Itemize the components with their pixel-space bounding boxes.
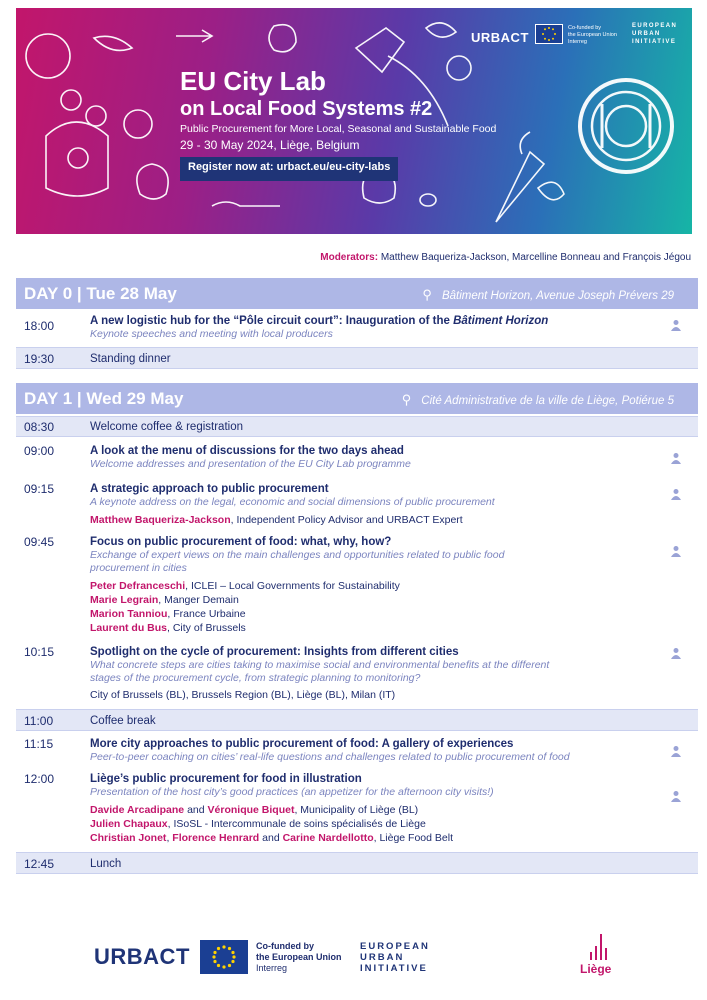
speaker-line bbox=[90, 803, 650, 817]
speaker-line bbox=[90, 607, 650, 621]
item-title: A look at the menu of discussions for the two days ahead bbox=[90, 445, 404, 457]
item-desc-line2: procurement in cities bbox=[90, 562, 187, 574]
banner-subtitle: Public Procurement for More Local, Seasonal and Sustainable Food bbox=[180, 123, 497, 135]
item-time: 19:30 bbox=[24, 352, 55, 366]
speaker-name: Marion Tanniou bbox=[90, 608, 168, 620]
eu-line2: the European Union bbox=[568, 32, 617, 38]
moderators-names: Matthew Baqueriza-Jackson, Marcelline Bonneau and François Jégou bbox=[380, 252, 691, 263]
item-content bbox=[90, 314, 650, 341]
item-content bbox=[90, 482, 650, 527]
item-title: Liège’s public procurement for food in illustration bbox=[90, 773, 362, 785]
day1-location-text: Cité Administrative de la ville de Liège, Potiérue 5 bbox=[421, 395, 674, 407]
speaker-name: Véronique Biquet bbox=[207, 804, 295, 816]
speaker-separator: , bbox=[166, 832, 173, 844]
agenda-item bbox=[16, 852, 698, 874]
banner-title-line1: EU City Lab bbox=[180, 66, 326, 96]
item-time: 09:00 bbox=[24, 444, 55, 458]
item-time: 09:45 bbox=[24, 535, 55, 549]
item-content bbox=[90, 444, 650, 471]
person-icon bbox=[670, 647, 682, 659]
speaker-affiliation: , Municipality of Liège (BL) bbox=[294, 804, 419, 816]
speaker-affiliation: , ISoSL - Intercommunale de soins spécialisés de Liège bbox=[167, 818, 426, 830]
item-time: 11:00 bbox=[24, 714, 54, 728]
day1-location bbox=[402, 392, 674, 408]
agenda-item bbox=[16, 645, 698, 707]
item-desc-line1: Exchange of expert views on the main challenges and opportunities related to public food bbox=[90, 549, 505, 561]
item-time: 10:15 bbox=[24, 645, 55, 659]
eu-line3: Interreg bbox=[568, 39, 587, 45]
speaker-line bbox=[90, 579, 650, 593]
item-time: 08:30 bbox=[24, 420, 55, 434]
day0-location bbox=[422, 287, 674, 303]
speaker-affiliation: , City of Brussels bbox=[167, 622, 246, 634]
item-title: Coffee break bbox=[90, 715, 156, 727]
agenda-item bbox=[16, 444, 698, 474]
item-title: Focus on public procurement of food: what, why, how? bbox=[90, 536, 392, 548]
speaker-affiliation: , Manger Demain bbox=[158, 594, 239, 606]
item-desc: Keynote speeches and meeting with local producers bbox=[90, 328, 333, 340]
footer-liege-logo: Liège bbox=[580, 962, 612, 976]
speaker-line bbox=[90, 593, 650, 607]
footer-eui-logo bbox=[360, 941, 430, 974]
item-title-em: Bâtiment Horizon bbox=[453, 315, 549, 327]
item-time: 11:15 bbox=[24, 737, 54, 751]
day1-title: DAY 1 | Wed 29 May bbox=[24, 389, 184, 408]
eu-line1: Co-funded by bbox=[568, 25, 602, 31]
speaker-name: Matthew Baqueriza-Jackson bbox=[90, 514, 231, 526]
speaker-name: Peter Defranceschi bbox=[90, 580, 186, 592]
footer-eu-line2: the European Union bbox=[256, 952, 342, 962]
speaker-affiliation: , ICLEI – Local Governments for Sustainability bbox=[185, 580, 400, 592]
urbact-logo: URBACT bbox=[471, 30, 529, 45]
agenda-item bbox=[16, 416, 698, 437]
eu-cofunded-text bbox=[568, 25, 617, 46]
moderators-label: Moderators: bbox=[320, 252, 379, 263]
item-title: Lunch bbox=[90, 858, 122, 870]
agenda-item bbox=[16, 316, 698, 346]
agenda-item bbox=[16, 482, 698, 528]
person-icon bbox=[670, 452, 682, 464]
banner-title bbox=[180, 66, 432, 122]
item-content bbox=[90, 772, 650, 845]
speaker-name: Marie Legrain bbox=[90, 594, 159, 606]
footer-eui-line3: INITIATIVE bbox=[360, 963, 428, 974]
item-content bbox=[90, 535, 650, 635]
register-link[interactable]: Register now at: urbact.eu/eu-city-labs bbox=[180, 157, 398, 181]
speaker-affiliation: , France Urbaine bbox=[167, 608, 246, 620]
agenda-item bbox=[16, 709, 698, 731]
day0-title: DAY 0 | Tue 28 May bbox=[24, 284, 177, 303]
agenda-item bbox=[16, 347, 698, 369]
item-title bbox=[90, 314, 650, 328]
item-title-text: A new logistic hub for the “Pôle circuit court”: Inauguration of the bbox=[90, 315, 454, 327]
footer-eu-line1: Co-funded by bbox=[256, 941, 314, 951]
item-time: 18:00 bbox=[24, 319, 55, 333]
speaker-name: Florence Henrard bbox=[172, 832, 260, 844]
eu-flag-icon bbox=[535, 24, 563, 44]
speaker-name: Laurent du Bus bbox=[90, 622, 168, 634]
speaker-name: Julien Chapaux bbox=[90, 818, 168, 830]
speaker-line bbox=[90, 831, 650, 845]
person-icon bbox=[670, 745, 682, 757]
eui-line1: EUROPEAN bbox=[632, 23, 678, 29]
eui-line3: INITIATIVE bbox=[632, 39, 677, 45]
footer-urbact-logo: URBACT bbox=[94, 944, 190, 969]
speaker-line bbox=[90, 621, 650, 635]
person-icon bbox=[670, 488, 682, 500]
person-icon bbox=[670, 319, 682, 331]
item-desc-line2: stages of the procurement cycle, from strategic planning to monitoring? bbox=[90, 672, 421, 684]
map-pin-icon: ⚲ bbox=[401, 392, 412, 407]
item-time: 12:00 bbox=[24, 772, 55, 786]
event-banner bbox=[16, 8, 692, 234]
speaker-line bbox=[90, 817, 650, 831]
moderators-line bbox=[320, 252, 691, 263]
agenda-item bbox=[16, 772, 698, 848]
item-desc: Presentation of the host city’s good practices (an appetizer for the afternoon city visits!) bbox=[90, 786, 494, 798]
map-pin-icon: ⚲ bbox=[422, 287, 432, 302]
eu-flag-icon bbox=[200, 940, 248, 974]
eui-line2: URBAN bbox=[632, 31, 661, 37]
speaker-affiliation: , Liège Food Belt bbox=[373, 832, 453, 844]
agenda-item bbox=[16, 535, 698, 641]
day1-header bbox=[16, 383, 698, 414]
banner-title-line2: on Local Food Systems #2 bbox=[180, 98, 433, 120]
banner-date-place: 29 - 30 May 2024, Liège, Belgium bbox=[180, 138, 360, 152]
eui-logo bbox=[632, 22, 677, 46]
speaker-name: Christian Jonet bbox=[90, 832, 167, 844]
day0-location-text: Bâtiment Horizon, Avenue Joseph Prévers 29 bbox=[441, 290, 674, 302]
person-icon bbox=[670, 790, 682, 802]
speaker-affiliation: , Independent Policy Advisor and URBACT Expert bbox=[230, 514, 463, 526]
item-time: 12:45 bbox=[24, 857, 55, 871]
item-desc: A keynote address on the legal, economic and social dimensions of public procurement bbox=[90, 496, 495, 508]
footer-eui-line2: URBAN bbox=[360, 952, 405, 963]
speaker-name: Davide Arcadipane bbox=[90, 804, 185, 816]
item-content bbox=[90, 737, 650, 764]
item-desc: Peer-to-peer coaching on cities’ real-life questions and challenges related to public procurement of food bbox=[90, 751, 570, 763]
person-icon bbox=[670, 545, 682, 557]
speaker-conjunction: and bbox=[184, 804, 208, 816]
footer-eu-cofunded bbox=[256, 941, 342, 974]
item-title: A strategic approach to public procurement bbox=[90, 483, 329, 495]
cities-line: City of Brussels (BL), Brussels Region (BL), Liège (BL), Milan (IT) bbox=[90, 689, 396, 701]
footer-eui-line1: EUROPEAN bbox=[360, 941, 430, 952]
item-title: More city approaches to public procurement of food: A gallery of experiences bbox=[90, 738, 514, 750]
speaker-name: Carine Nardellotto bbox=[282, 832, 374, 844]
item-desc: Welcome addresses and presentation of the EU City Lab programme bbox=[90, 458, 411, 470]
item-title: Standing dinner bbox=[90, 353, 171, 365]
liege-logo-icon bbox=[588, 934, 612, 960]
item-content bbox=[90, 645, 650, 702]
speaker-line bbox=[90, 513, 650, 527]
item-title: Welcome coffee & registration bbox=[90, 421, 243, 433]
day0-header bbox=[16, 278, 698, 309]
item-title: Spotlight on the cycle of procurement: Insights from different cities bbox=[90, 646, 459, 658]
footer-eu-line3: Interreg bbox=[256, 963, 288, 973]
item-desc-line1: What concrete steps are cities taking to maximise social and environmental benefits at the different bbox=[90, 659, 550, 671]
item-time: 09:15 bbox=[24, 482, 55, 496]
agenda-item bbox=[16, 737, 698, 767]
speaker-conjunction: and bbox=[259, 832, 283, 844]
